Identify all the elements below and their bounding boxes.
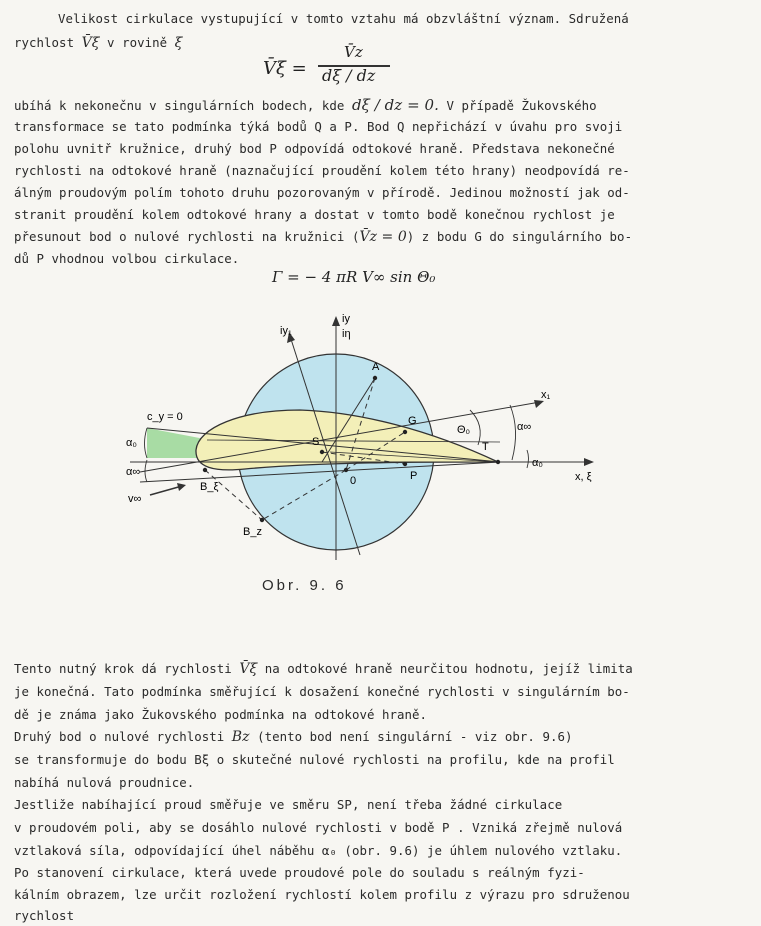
- text-span: Tento nutný krok dá rychlosti: [14, 661, 232, 676]
- point-g: [403, 430, 407, 434]
- angle-arc-alpha0-left: [145, 428, 148, 458]
- text-line: se transformuje do bodu Bξ o skutečné nulové rychlosti na profilu, kde na profil: [14, 752, 615, 767]
- text-line: rychlost: [14, 908, 75, 923]
- label-alpha0-right: α₀: [532, 457, 543, 469]
- angle-arc-theta0: [470, 410, 480, 445]
- label-x1: x₁: [541, 389, 551, 401]
- x-axis-arrow: [584, 458, 594, 466]
- label-ieta: iη: [342, 328, 351, 340]
- equation-denominator: dξ / dz: [322, 66, 376, 85]
- figure-caption: Obr. 9. 6: [262, 577, 347, 594]
- text-span: ) z bodu G do singulárního bo-: [406, 229, 633, 244]
- point-s: [320, 450, 324, 454]
- label-o: 0: [350, 475, 357, 487]
- label-x-xi: x, ξ: [575, 471, 592, 483]
- symbol-v-xi: V̄ξ: [239, 661, 258, 677]
- v-inf-arrow: [150, 486, 182, 495]
- text-line: kálním obrazem, lze určit rozložení rychlostí kolem profilu z výrazu pro sdruženou: [14, 887, 630, 902]
- text-line: Jestliže nabíhající proud směřuje ve směru SP, není třeba žádné cirkulace: [14, 797, 563, 812]
- symbol-dxi-dz: dξ / dz = 0.: [351, 96, 439, 114]
- text-span: na odtokové hraně neurčitou hodnotu, jejíž limita: [264, 661, 633, 676]
- text-line: álným proudovým polím tohoto druhu pozorovaným v přírodě. Jedinou možností jak od-: [14, 185, 630, 200]
- point-bxi: [203, 468, 207, 472]
- text-line: Po stanovení cirkulace, která uvede proudové pole do souladu s reálným fyzi-: [14, 865, 585, 880]
- symbol-v-xi: V̄ξ: [81, 35, 100, 51]
- label-alpha0-left: α₀: [126, 437, 137, 449]
- text-span: Druhý bod o nulové rychlosti: [14, 729, 225, 744]
- text-span: přesunout bod o nulové rychlosti na kružnici (: [14, 229, 360, 244]
- label-iy1: iy₁: [280, 325, 292, 337]
- text-line: je konečná. Tato podmínka směřující k dosažení konečné rychlosti v singulárním bo-: [14, 684, 630, 699]
- text-line: vztlaková síla, odpovídající úhel náběhu α₀ (obr. 9.6) je úhlem nulového vztlaku.: [14, 843, 623, 858]
- point-o: [344, 468, 348, 472]
- equation-lhs: V̄ξ =: [263, 58, 307, 79]
- text-line: [14, 95, 694, 116]
- text-line: nabíhá nulová proudnice.: [14, 775, 195, 790]
- label-iy: iy: [342, 313, 350, 325]
- angle-arc-alpha0-right: [527, 450, 529, 468]
- label-alpha-inf-right: α∞: [517, 421, 532, 433]
- symbol-vz-zero: V̄z = 0: [359, 229, 407, 245]
- label-p: P: [410, 470, 418, 482]
- label-alpha-inf-left: α∞: [126, 466, 141, 478]
- text-line: dů P vhodnou volbou cirkulace.: [14, 251, 240, 266]
- symbol-bz: Bz: [231, 729, 250, 745]
- x1-axis-arrow: [534, 400, 544, 408]
- angle-arc-alpha-inf-right: [510, 405, 516, 460]
- text-line: dě je známa jako Žukovského podmínka na odtokové hraně.: [14, 707, 428, 722]
- point-a: [373, 376, 377, 380]
- label-cy0: c_y = 0: [147, 411, 183, 423]
- iy-axis-arrow: [332, 316, 340, 326]
- label-t: T: [482, 441, 489, 453]
- equation-numerator: V̄z: [344, 43, 363, 61]
- text-line: v proudovém poli, aby se dosáhlo nulové rychlosti v bodě P . Vzniká zřejmě nulová: [14, 820, 623, 835]
- point-p: [403, 462, 407, 466]
- label-theta0: Θ₀: [457, 424, 471, 436]
- label-s: S: [312, 436, 320, 448]
- text-line: [14, 659, 694, 679]
- text-span: rychlost: [14, 35, 75, 50]
- point-bz: [260, 518, 264, 522]
- text-span: v rovině: [107, 35, 168, 50]
- text-line: transformace se tato podmínka týká bodů Q a P. Bod Q nepřichází v úvahu pro svoji: [14, 119, 623, 134]
- label-a: A: [372, 361, 380, 373]
- label-g: G: [408, 415, 417, 427]
- text-span: V případě Žukovského: [446, 98, 597, 113]
- text-line: [14, 727, 694, 747]
- text-span: (tento bod není singulární - viz obr. 9.6): [257, 729, 573, 744]
- point-t: [496, 460, 500, 464]
- text-line: Velikost cirkulace vystupující v tomto vztahu má obzvláštní význam. Sdružená: [58, 11, 629, 26]
- label-v-inf: v∞: [128, 493, 142, 505]
- text-span: ubíhá k nekonečnu v singulárních bodech, kde: [14, 98, 345, 113]
- text-line: rychlosti na odtokové hraně (naznačující proudění kolem této hrany) neodpovídá re-: [14, 163, 630, 178]
- equation-circulation: Γ = − 4 πR V∞ sin Θ₀: [272, 268, 436, 286]
- v-inf-arrowhead: [177, 483, 186, 491]
- figure-joukowski-diagram: [0, 290, 761, 580]
- text-line: polohu uvnitř kružnice, druhý bod P odpovídá odtokové hraně. Představa nekonečné: [14, 141, 615, 156]
- text-line: stranit proudění kolem odtokové hrany a dostat v tomto bodě konečnou rychlost je: [14, 207, 615, 222]
- symbol-xi: ξ: [174, 35, 183, 51]
- label-bz: B_z: [243, 526, 262, 538]
- label-bxi: B_ξ: [200, 481, 219, 493]
- text-line: [14, 227, 694, 247]
